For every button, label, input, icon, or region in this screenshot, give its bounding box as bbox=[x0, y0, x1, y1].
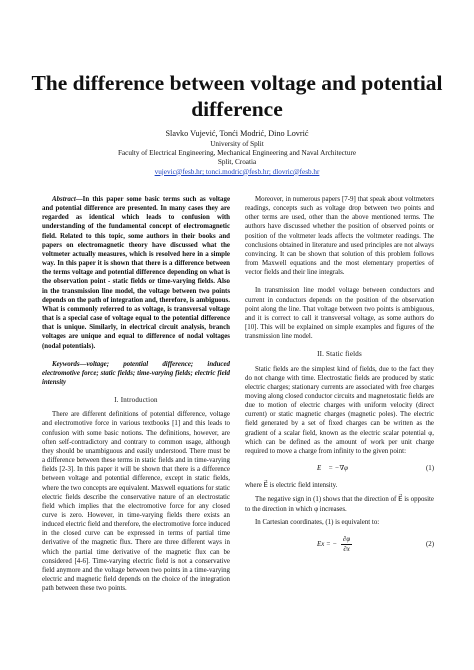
paragraph-cartesian: In Cartesian coordinates, (1) is equivalent to: bbox=[255, 518, 380, 526]
affiliation-city: Split, Croatia bbox=[217, 158, 257, 167]
introduction-paragraph: There are different definitions of potential difference, voltage and electromotive force in various textbooks [1] and this leads to confusion with some basic notions. The definitions, however, are often self-contradictory and contrary to common usage, although they should be unambiguous and easily understood. There must be a difference between these terms in static fields and in time-varying fields [2-3]. In this paper it will be shown that there is a difference between voltage and potential difference, except in static fields, where the two concepts are equivalent. Maxwell equations for static electric fields describe the conservative nature of an electrostatic field which implies that the electromotive force for any closed curve is zero. However, in time-varying fields there exists an induced electric field and therefore, the electromotive force induced in the closed curve can be expressed in terms of partial time derivative of the magnetic flux. There are three different ways in which the partial time derivative of the magnetic flux can be considered [4-6]. Time-varying electric field is not a conservative field anymore and the voltage between two points in a time-varying electric and magnetic field depends on the choice of the integration path between these two points. bbox=[42, 411, 230, 593]
paragraph-transmission-line: In transmission line model voltage between conductors and current in conductors depends on the position of the observation point along the line. That voltage between two points is ambiguous, and it is correct to call it transversal voltage, as some authors do [10]. This will be explained on simple examples and figures of the transmission line model. bbox=[245, 287, 434, 341]
affiliation-block bbox=[20, 140, 454, 177]
abstract-label: Abstract bbox=[52, 196, 76, 203]
paragraph-negative-sign: The negative sign in (1) shows that the direction of E⃗ is opposite to the direction in which φ increases. bbox=[245, 496, 434, 513]
abstract-text: —In this paper some basic terms such as voltage and potential difference are presented. In many cases they are regarded as identical which leads to confusion with understanding of the fundamental concept of electromagnetic field. Related to this topic, some authors in their books and papers on electromagnetic theory have discussed what the voltmeter actually measures, which is resolved here in a simple way. In this paper it is shown that there is a difference between the terms voltage and potential difference depending on what is the observation point - static fields or time-varying fields. Also in the transmission line model, the voltage between two points depends on the path of integration and, therefore, is ambiguous. What is commonly referred to as voltage, is transversal voltage that is a special case of voltage equal to the potential difference that is unique. Similarly, in electrical circuit analysis, branch voltages are unique and equal to difference of nodal voltages (nodal potentials). bbox=[42, 196, 230, 350]
equation-2-number: (2) bbox=[425, 540, 434, 548]
equation-2-expression bbox=[317, 535, 352, 554]
equation-2-lhs: Ex = − bbox=[317, 540, 338, 548]
equation-2-numerator: ∂φ bbox=[343, 535, 351, 543]
paragraph-gap bbox=[245, 277, 434, 286]
equation-1 bbox=[245, 464, 434, 473]
equation-2 bbox=[245, 535, 434, 554]
author-emails-link[interactable]: vujevic@fesb.hr; tonci.modric@fesb.hr; dlovric@fesb.hr bbox=[154, 167, 320, 176]
affiliation-university: University of Split bbox=[210, 140, 264, 148]
equation-1-number: (1) bbox=[425, 465, 434, 473]
equation-2-denominator: ∂x bbox=[343, 545, 350, 553]
affiliation-faculty: Faculty of Electrical Engineering, Mechanical Engineering and Naval Architecture bbox=[117, 149, 357, 158]
equation-2-fraction bbox=[341, 535, 352, 554]
author-list: Slavko Vujević, Tonći Modrić, Dino Lovrić bbox=[165, 129, 309, 138]
abstract bbox=[42, 195, 230, 351]
left-column bbox=[42, 195, 230, 593]
equation-1-expression: E⃗ = −∇φ bbox=[317, 465, 348, 473]
paper-title: The difference between voltage and potential difference bbox=[31, 71, 443, 121]
paragraph-voltmeters: Moreover, in numerous papers [7-9] that speak about voltmeters readings, concepts such as voltage drop between two points and other terms are used, other than the above mentioned terms. The authors have discussed whether the position of observed points or position of the voltmeter leads affects the voltmeter readings. The conclusions obtained in literature and used principles are not always convincing. It can be shown that solution of this problem follows from Maxwell equations and the most elementary properties of vector fields and their line integrals. bbox=[245, 196, 434, 277]
paragraph-static-fields: Static fields are the simplest kind of fields, due to the fact they do not change with time. Electrostatic fields are produced by static electric charges; stationary currents are associated with free charges moving along closed conductor circuits and magnetostatic fields are due to motion of electric charges with uniform velocity (direct current) or static magnetic charges (magnetic poles). The electric field generated by a set of fixed charges can be written as the gradient of a scalar field, known as the electric scalar potential φ, which can be defined as the amount of work per unit charge required to move a charge from infinity to the given point: bbox=[245, 365, 434, 455]
right-column bbox=[245, 195, 434, 562]
section-heading-static-fields: II. Static fields bbox=[317, 350, 362, 359]
paragraph-where: where E⃗ is electric field intensity. bbox=[245, 482, 338, 490]
section-heading-introduction: I. Introduction bbox=[114, 396, 158, 405]
keywords: Keywords—voltage; potential difference; induced electromotive force; static fields; time-varying fields; electric field intensity bbox=[42, 360, 230, 386]
